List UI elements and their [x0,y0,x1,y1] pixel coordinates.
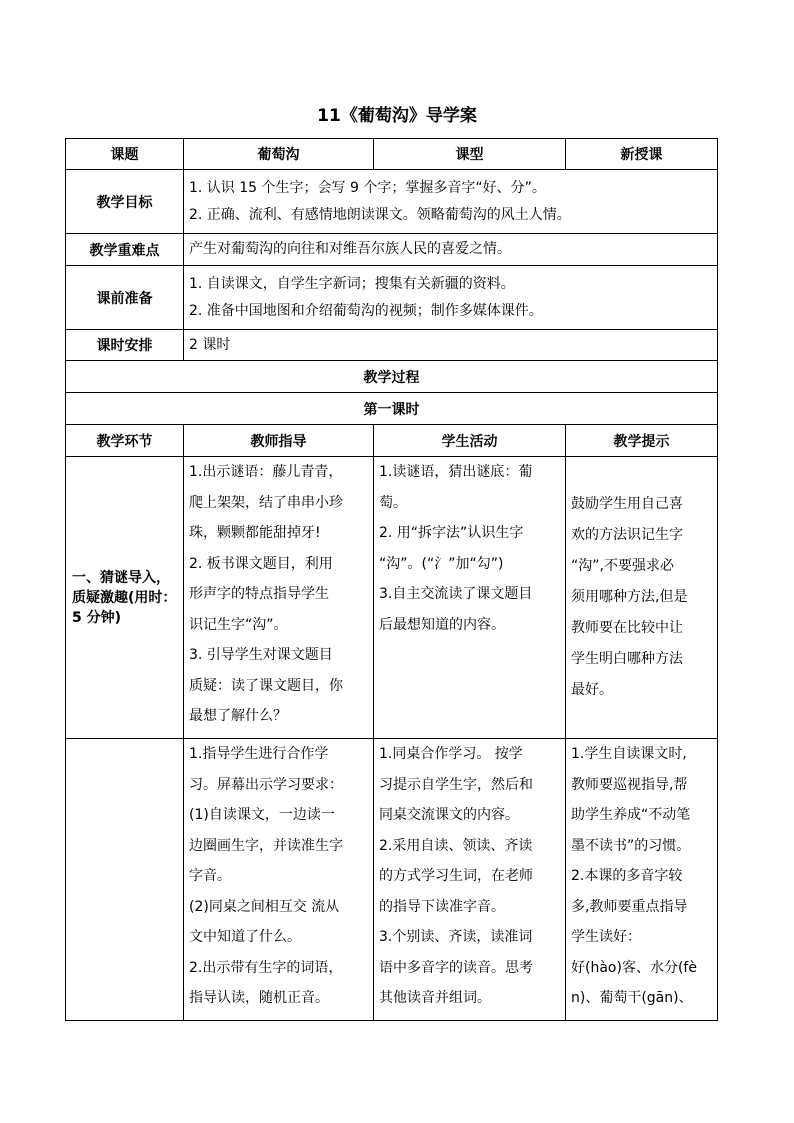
column-header: 教师指导 [184,425,374,457]
tip-line: 最好。 [571,682,613,698]
teacher-line: (1)自读课文，一边读一 [189,807,335,823]
student-line: 同桌交流课文的内容。 [379,807,519,823]
teacher-line: 字音。 [189,868,231,884]
key-points-content: 产生对葡萄沟的向往和对维吾尔族人民的喜爱之情。 [184,234,718,266]
student-line: “沟”。(“氵”加“勾”) [379,555,504,572]
goals-content [184,170,718,234]
header-row [66,139,718,170]
student-activity-cell [374,457,566,739]
preparation-row [66,266,718,330]
teacher-guidance-cell [184,457,374,739]
tip-line: 欢的方法识记生字 [571,527,683,543]
schedule-label: 课时安排 [66,330,184,361]
teaching-tip-cell [566,739,718,1021]
preparation-content [184,266,718,330]
teacher-line: (2)同桌之间相互交 流从 [189,898,340,915]
teacher-line: 形声字的特点指导学生 [189,586,329,602]
tip-line: 须用哪种方法,但是 [571,589,688,605]
teacher-line: 最想了解什么？ [189,708,287,724]
teacher-line: 质疑：读了课文题目，你 [189,677,343,694]
teacher-line: 1.指导学生进行合作学 [189,746,329,762]
column-header: 学生活动 [374,425,566,457]
student-line: 习提示自学生字，然后和 [379,776,533,793]
student-line: 后最想知道的内容。 [379,616,505,633]
tip-line: 多,教师要重点指导 [571,898,688,915]
goal-line: 2. 正确、流利、有感情地朗读课文。领略葡萄沟的风土人情。 [189,206,571,223]
stage-line: 一、猜谜导入， [72,569,170,586]
tip-line: 2.本课的多音字较 [571,868,683,884]
process-title-row [66,361,718,393]
teacher-line: 边圈画生字，并读准生字 [189,837,343,854]
tip-line: 1.学生自读课文时, [571,746,687,762]
student-line: 萄。 [379,494,407,511]
teacher-line: 1.出示谜语：藤儿青青， [189,464,343,480]
topic-label: 课题 [66,139,184,170]
column-header-row [66,425,718,457]
goals-label: 教学目标 [66,170,184,234]
student-line: 其他读音并组词。 [379,990,491,1006]
topic-value: 葡萄沟 [184,139,374,170]
document-title: 11《葡萄沟》导学案 [317,106,477,126]
stage-row [66,457,718,739]
preparation-label: 课前准备 [66,266,184,330]
teacher-line: 习。屏幕出示学习要求： [189,776,343,793]
stage-cell [66,739,184,1021]
key-points-label: 教学重难点 [66,234,184,266]
tip-line: 教师要巡视指导,帮 [571,776,688,793]
tip-line: 好(hào)客、水分(fè [571,959,697,976]
key-points-row [66,234,718,266]
teacher-line: 爬上架架，结了串串小珍 [189,494,343,511]
tip-line: 墨不读书”的习惯。 [571,837,691,854]
tip-line: “沟”,不要强求必 [571,558,674,574]
goals-row [66,170,718,234]
lesson-title: 第一课时 [66,393,718,425]
student-line: 的方式学习生词，在老师 [379,868,533,884]
student-line: 2. 用“拆字法”认识生字 [379,525,524,541]
teacher-line: 2.出示带有生字的词语， [189,959,343,976]
tip-line: 教师要在比较中让 [571,620,683,636]
lesson-plan-table [65,138,718,1021]
teacher-line: 3. 引导学生对课文题目 [189,647,333,663]
student-line: 1.读谜语，猜出谜底：葡 [379,464,533,480]
teacher-guidance-cell [184,739,374,1021]
student-line: 语中多音字的读音。思考 [379,959,533,976]
student-line: 的指导下读准字音。 [379,898,505,915]
student-line: 3.自主交流读了课文题目 [379,586,533,602]
schedule-content: 2 课时 [184,330,718,361]
stage-line: 5 分钟) [72,609,122,626]
preparation-line: 1. 自读课文，自学生字新词；搜集有关新疆的资料。 [189,275,515,292]
stage-line: 质疑激趣(用时： [72,589,177,606]
type-label: 课型 [374,139,566,170]
student-line: 3.个别读、齐读，读准词 [379,929,533,945]
stage-row [66,739,718,1021]
process-title: 教学过程 [66,361,718,393]
tip-line: 学生读好： [571,929,641,945]
teaching-tip-cell [566,457,718,739]
tip-line: 助学生养成“不动笔 [571,807,691,823]
teacher-line: 珠，颗颗都能甜掉牙! [189,525,321,541]
teacher-line: 指导认读，随机正音。 [189,990,329,1006]
preparation-line: 2. 准备中国地图和介绍葡萄沟的视频；制作多媒体课件。 [189,302,543,319]
stage-cell [66,457,184,739]
tip-line: n)、葡萄干(gān)、 [571,990,693,1006]
student-line: 1.同桌合作学习。 按学 [379,746,523,762]
goal-line: 1. 认识 15 个生字；会写 9 个字；掌握多音字“好、分”。 [189,179,546,196]
tip-line: 学生明白哪种方法 [571,651,683,667]
type-value: 新授课 [566,139,718,170]
column-header: 教学环节 [66,425,184,457]
student-line: 2.采用自读、领读、齐读 [379,837,533,854]
teacher-line: 文中知道了什么。 [189,929,301,945]
teacher-line: 2. 板书课文题目，利用 [189,555,333,572]
teacher-line: 识记生字“沟”。 [189,616,288,633]
lesson-title-row [66,393,718,425]
column-header: 教学提示 [566,425,718,457]
schedule-row [66,330,718,361]
student-activity-cell [374,739,566,1021]
tip-line: 鼓励学生用自己喜 [571,496,683,512]
